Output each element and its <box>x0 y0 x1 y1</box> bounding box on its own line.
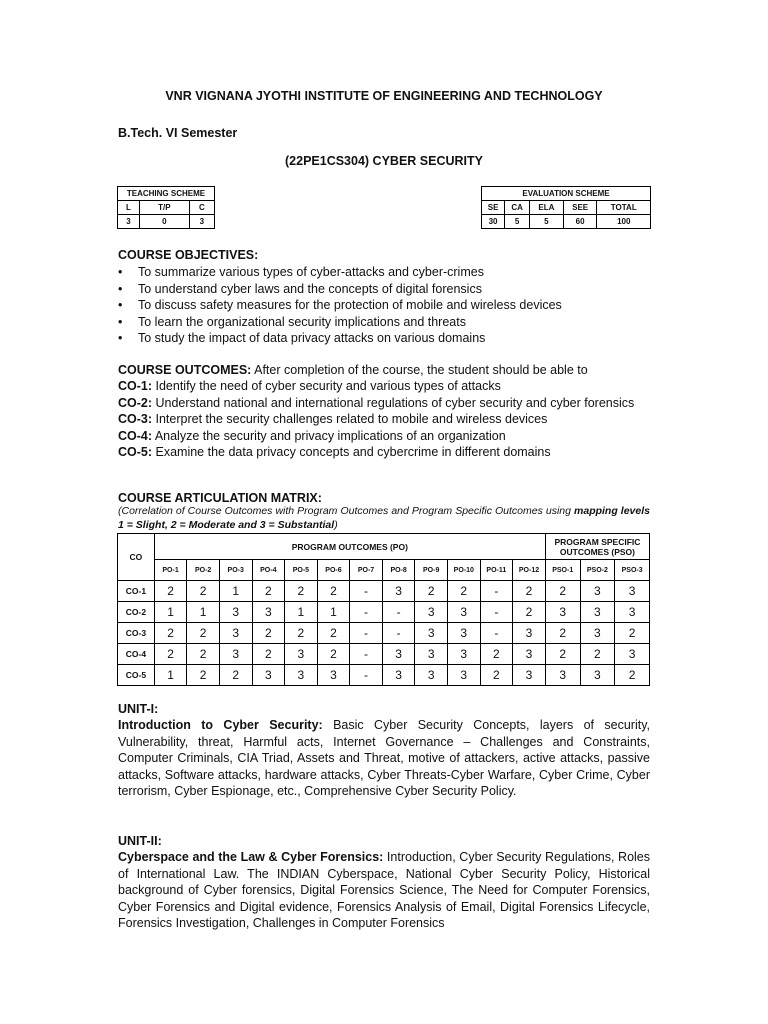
outcome-text: Analyze the security and privacy implications of an organization <box>152 428 506 443</box>
matrix-cell: 3 <box>219 644 252 665</box>
matrix-cell: 3 <box>580 581 615 602</box>
pso-group-header: PROGRAM SPECIFIC OUTCOMES (PSO) <box>545 534 649 560</box>
unit-body: Introduction, Cyber Security Regulations, Roles of International Law. The INDIAN Cyberspace, National Cyber Security Policy, Historical background of Cyber forensics, Digital Forensics Science, The Need for Computer Forensics, Cyber Forensics and Digital evidence, Forensics Analysis of Email, Digital Forensics Lifecycle, Forensics Investigation, Challenges in Computer Forensics <box>118 850 650 931</box>
matrix-row <box>118 623 650 644</box>
matrix-cell: 2 <box>415 581 448 602</box>
matrix-cell: 1 <box>219 581 252 602</box>
po-column-header: PO-10 <box>447 560 480 581</box>
matrix-cell: 2 <box>480 644 513 665</box>
po-column-header: PO-8 <box>382 560 415 581</box>
outcome-label: CO-1: <box>118 379 153 394</box>
matrix-cell: 2 <box>219 665 252 686</box>
matrix-cell: 1 <box>317 602 350 623</box>
outcome-item <box>118 444 650 460</box>
outcome-text: Identify the need of cyber security and various types of attacks <box>152 379 501 394</box>
evaluation-header: CA <box>505 201 530 215</box>
evaluation-scheme-table <box>481 186 651 229</box>
matrix-cell: 2 <box>447 581 480 602</box>
matrix-cell: 2 <box>480 665 513 686</box>
institute-name: VNR VIGNANA JYOTHI INSTITUTE OF ENGINEERING AND TECHNOLOGY <box>165 89 603 103</box>
matrix-cell: 2 <box>187 644 220 665</box>
teaching-header: T/P <box>139 201 189 215</box>
matrix-cell: 3 <box>252 602 285 623</box>
outcome-item <box>118 378 650 394</box>
matrix-cell: 3 <box>219 623 252 644</box>
matrix-cell: 2 <box>545 644 580 665</box>
evaluation-header: ELA <box>530 201 564 215</box>
matrix-row <box>118 644 650 665</box>
outcome-text: Interpret the security challenges related to mobile and wireless devices <box>152 412 548 427</box>
unit-title: Introduction to Cyber Security: <box>118 718 323 733</box>
matrix-cell: 3 <box>447 623 480 644</box>
matrix-cell: 2 <box>317 623 350 644</box>
matrix-cell: 3 <box>219 602 252 623</box>
matrix-cell: 2 <box>154 623 187 644</box>
evaluation-value: 30 <box>482 215 505 229</box>
matrix-cell: 2 <box>252 581 285 602</box>
matrix-cell: 3 <box>615 602 650 623</box>
matrix-note-end: ) <box>334 518 338 531</box>
teaching-scheme-table <box>117 186 215 229</box>
po-column-header: PO-7 <box>350 560 383 581</box>
articulation-matrix <box>117 533 650 686</box>
objectives-list <box>118 264 658 347</box>
matrix-cell: 3 <box>285 665 318 686</box>
matrix-cell: 2 <box>545 581 580 602</box>
matrix-cell: - <box>480 602 513 623</box>
objective-item: • To study the impact of data privacy attacks on various domains <box>118 330 658 347</box>
matrix-cell: 2 <box>580 644 615 665</box>
matrix-cell: 3 <box>545 665 580 686</box>
evaluation-value: 100 <box>597 215 651 229</box>
po-column-header: PO-3 <box>219 560 252 581</box>
matrix-row-label: CO-3 <box>118 623 155 644</box>
evaluation-scheme-title: EVALUATION SCHEME <box>482 187 651 201</box>
outcomes-section <box>118 362 650 460</box>
course-title: (22PE1CS304) CYBER SECURITY <box>285 154 483 168</box>
outcomes-intro-line <box>118 362 650 378</box>
matrix-note <box>118 505 650 532</box>
objective-item: • To understand cyber laws and the concepts of digital forensics <box>118 281 658 298</box>
matrix-cell: 3 <box>615 644 650 665</box>
outcome-label: CO-4: <box>118 428 153 443</box>
matrix-cell: - <box>382 602 415 623</box>
matrix-cell: - <box>350 623 383 644</box>
pso-column-header: PSO-2 <box>580 560 615 581</box>
evaluation-header: TOTAL <box>597 201 651 215</box>
outcome-label: CO-3: <box>118 412 153 427</box>
matrix-cell: 2 <box>513 602 546 623</box>
matrix-cell: 3 <box>580 665 615 686</box>
objective-item: • To discuss safety measures for the protection of mobile and wireless devices <box>118 297 658 314</box>
matrix-cell: 2 <box>545 623 580 644</box>
matrix-row-label: CO-1 <box>118 581 155 602</box>
matrix-cell: 2 <box>615 623 650 644</box>
matrix-cell: 2 <box>187 581 220 602</box>
matrix-cell: 2 <box>285 623 318 644</box>
evaluation-header: SE <box>482 201 505 215</box>
matrix-cell: 2 <box>317 581 350 602</box>
matrix-cell: - <box>382 623 415 644</box>
matrix-cell: 3 <box>382 581 415 602</box>
matrix-cell: 3 <box>415 644 448 665</box>
outcome-item <box>118 395 650 411</box>
pso-column-header: PSO-3 <box>615 560 650 581</box>
evaluation-value: 5 <box>530 215 564 229</box>
matrix-cell: 3 <box>447 644 480 665</box>
matrix-cell: 3 <box>513 623 546 644</box>
teaching-value: 3 <box>189 215 214 229</box>
outcome-text: Understand national and international regulations of cyber security and cyber forensics <box>152 395 635 410</box>
outcome-item <box>118 428 650 444</box>
matrix-cell: 3 <box>447 665 480 686</box>
evaluation-value: 60 <box>563 215 597 229</box>
co-header: CO <box>118 534 155 581</box>
matrix-row <box>118 602 650 623</box>
matrix-cell: 3 <box>415 665 448 686</box>
matrix-cell: 2 <box>187 665 220 686</box>
matrix-cell: 3 <box>285 644 318 665</box>
evaluation-header: SEE <box>563 201 597 215</box>
matrix-cell: 3 <box>382 665 415 686</box>
matrix-cell: 2 <box>187 623 220 644</box>
unit-1 <box>118 701 650 799</box>
matrix-cell: 3 <box>580 623 615 644</box>
evaluation-value: 5 <box>505 215 530 229</box>
po-column-header: PO-4 <box>252 560 285 581</box>
matrix-row-label: CO-5 <box>118 665 155 686</box>
matrix-cell: 3 <box>545 602 580 623</box>
matrix-cell: 3 <box>513 644 546 665</box>
matrix-row <box>118 581 650 602</box>
matrix-cell: 2 <box>615 665 650 686</box>
teaching-value: 0 <box>139 215 189 229</box>
objective-item: • To learn the organizational security implications and threats <box>118 314 658 331</box>
matrix-row <box>118 665 650 686</box>
po-column-header: PO-2 <box>187 560 220 581</box>
po-column-header: PO-1 <box>154 560 187 581</box>
matrix-cell: - <box>350 644 383 665</box>
matrix-cell: 2 <box>154 581 187 602</box>
unit-title: Cyberspace and the Law & Cyber Forensics: <box>118 850 384 865</box>
po-column-header: PO-11 <box>480 560 513 581</box>
matrix-cell: 3 <box>317 665 350 686</box>
objective-item: • To summarize various types of cyber-attacks and cyber-crimes <box>118 264 658 281</box>
teaching-header: C <box>189 201 214 215</box>
teaching-header: L <box>118 201 140 215</box>
matrix-cell: 3 <box>513 665 546 686</box>
matrix-cell: 2 <box>154 644 187 665</box>
matrix-cell: 1 <box>187 602 220 623</box>
matrix-cell: 1 <box>285 602 318 623</box>
teaching-value: 3 <box>118 215 140 229</box>
teaching-scheme-title: TEACHING SCHEME <box>118 187 215 201</box>
matrix-cell: 2 <box>252 623 285 644</box>
matrix-cell: - <box>350 665 383 686</box>
po-column-header: PO-12 <box>513 560 546 581</box>
objectives-heading: COURSE OBJECTIVES: <box>118 248 259 262</box>
po-column-header: PO-6 <box>317 560 350 581</box>
outcomes-intro: After completion of the course, the student should be able to <box>251 363 588 377</box>
outcome-label: CO-2: <box>118 395 153 410</box>
matrix-cell: 2 <box>285 581 318 602</box>
matrix-cell: 3 <box>580 602 615 623</box>
matrix-body <box>118 581 650 686</box>
matrix-cell: - <box>480 623 513 644</box>
unit-2 <box>118 833 650 931</box>
matrix-cell: 3 <box>415 602 448 623</box>
unit-label: UNIT-II: <box>118 834 162 848</box>
matrix-heading: COURSE ARTICULATION MATRIX: <box>118 491 322 505</box>
matrix-cell: 3 <box>252 665 285 686</box>
matrix-cell: 2 <box>513 581 546 602</box>
unit-content <box>118 849 650 931</box>
outcome-label: CO-5: <box>118 445 153 460</box>
matrix-cell: - <box>480 581 513 602</box>
unit-label: UNIT-I: <box>118 702 159 716</box>
unit-body: Basic Cyber Security Concepts, layers of security, Vulnerability, threat, Harmful acts, Internet Governance – Challenges and Constraints, Computer Criminals, CIA Triad, Assets and Threat, motive of attackers, active attacks, passive attacks, Software attacks, hardware attacks, Cyber Threats-Cyber Warfare, Cyber Crime, Cyber terrorism, Cyber Espionage, etc., Comprehensive Cyber Security Policy. <box>118 718 650 799</box>
outcomes-heading: COURSE OUTCOMES: <box>118 363 252 377</box>
matrix-row-label: CO-2 <box>118 602 155 623</box>
matrix-cell: - <box>350 581 383 602</box>
matrix-note-text: (Correlation of Course Outcomes with Program Outcomes and Program Specific Outcomes using <box>118 505 575 517</box>
po-column-header: PO-5 <box>285 560 318 581</box>
semester-label: B.Tech. VI Semester <box>118 126 238 140</box>
po-group-header: PROGRAM OUTCOMES (PO) <box>154 534 545 560</box>
matrix-row-label: CO-4 <box>118 644 155 665</box>
matrix-note-levels: mapping levels 1 = Slight, 2 = Moderate and 3 = Substantial <box>118 505 650 531</box>
matrix-cell: - <box>350 602 383 623</box>
outcome-item <box>118 411 650 427</box>
unit-content <box>118 717 650 799</box>
matrix-cell: 2 <box>252 644 285 665</box>
matrix-cell: 2 <box>317 644 350 665</box>
matrix-cell: 3 <box>382 644 415 665</box>
outcome-text: Examine the data privacy concepts and cybercrime in different domains <box>152 445 551 460</box>
matrix-cell: 1 <box>154 602 187 623</box>
po-column-header: PO-9 <box>415 560 448 581</box>
matrix-cell: 3 <box>447 602 480 623</box>
pso-column-header: PSO-1 <box>545 560 580 581</box>
matrix-cell: 3 <box>415 623 448 644</box>
matrix-cell: 3 <box>615 581 650 602</box>
matrix-cell: 1 <box>154 665 187 686</box>
